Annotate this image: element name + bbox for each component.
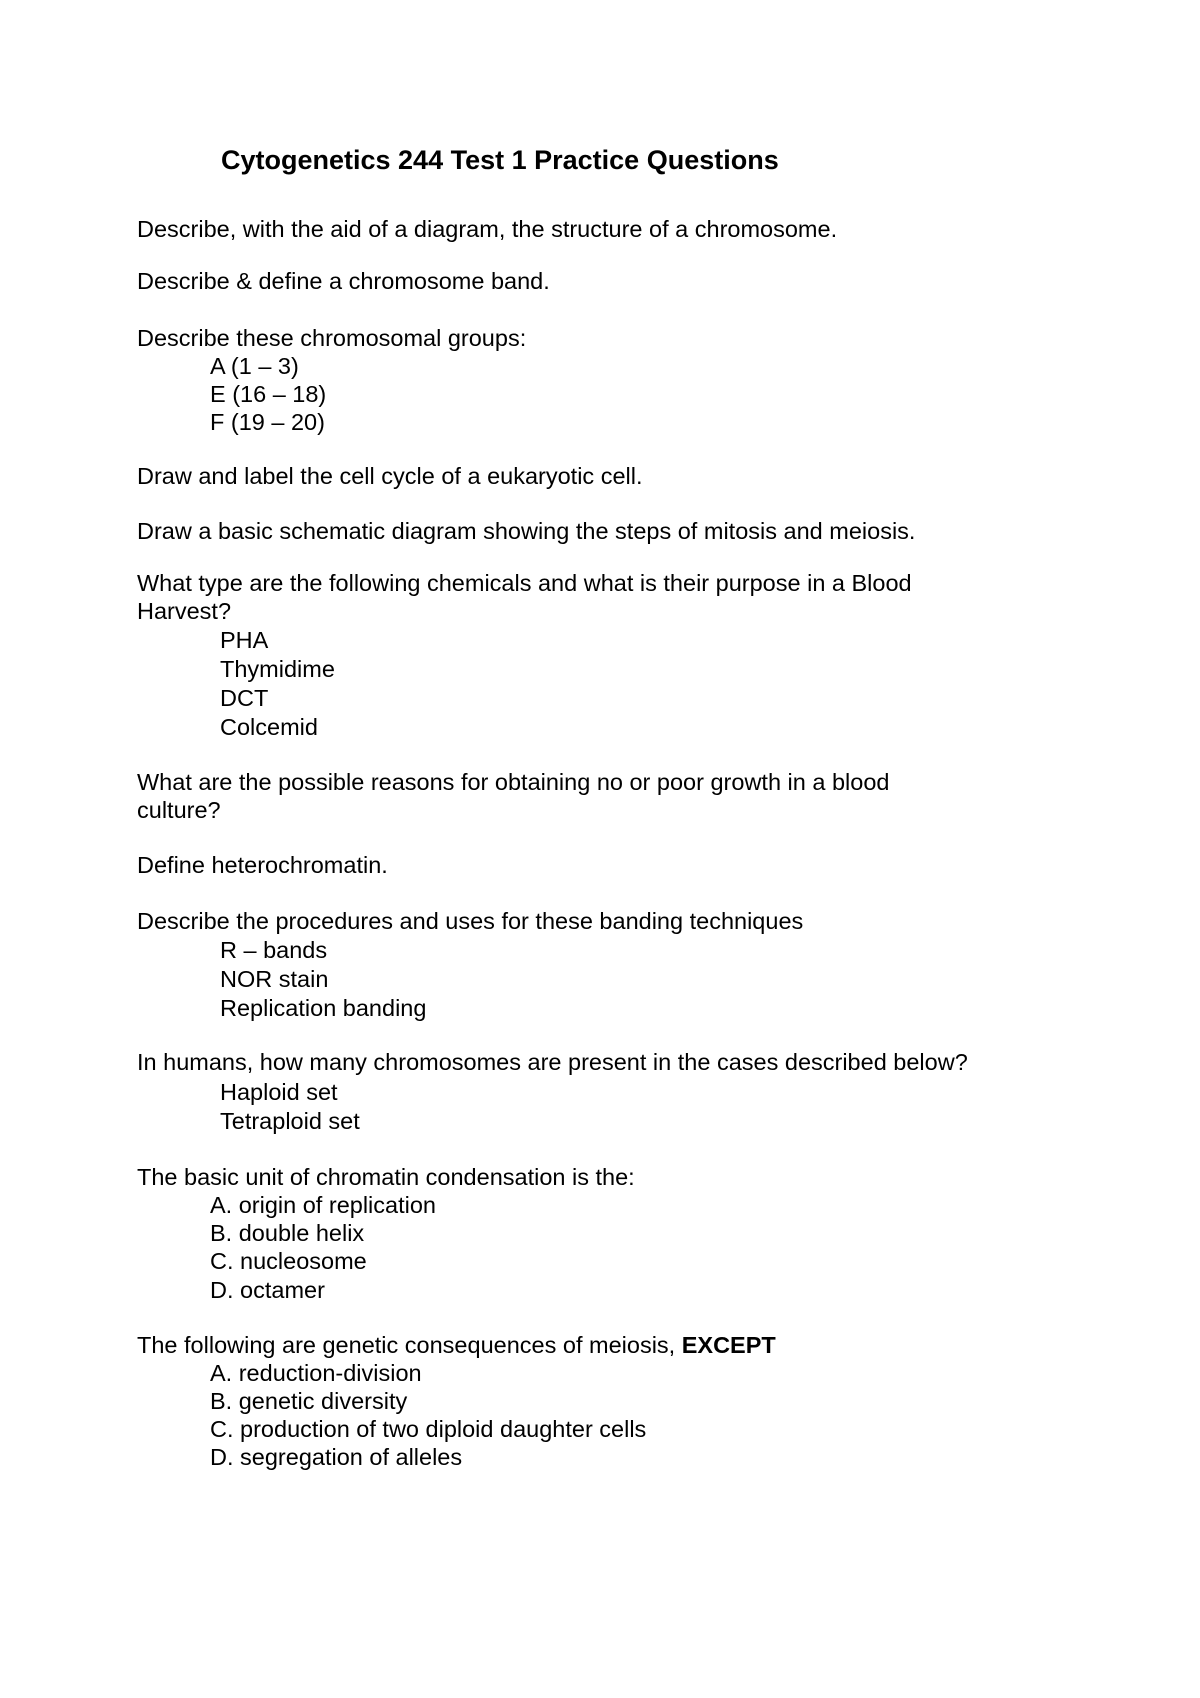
ploidy-item: Tetraploid set [220, 1108, 360, 1134]
question-chromosome-band: Describe & define a chromosome band. [137, 268, 550, 294]
question-poor-growth-line2: culture? [137, 797, 221, 823]
question-banding-techniques: Describe the procedures and uses for these banding techniques [137, 908, 804, 934]
question-cell-cycle: Draw and label the cell cycle of a eukaryotic cell. [137, 463, 643, 489]
chemical-item: Thymidime [220, 656, 335, 682]
question-mitosis-meiosis: Draw a basic schematic diagram showing the steps of mitosis and meiosis. [137, 518, 916, 544]
group-item: F (19 – 20) [210, 409, 325, 435]
question-chromosome-count: In humans, how many chromosomes are present in the cases described below? [137, 1049, 968, 1075]
banding-item: Replication banding [220, 995, 427, 1021]
mc-option: A. origin of replication [210, 1192, 436, 1218]
except-emphasis: EXCEPT [681, 1332, 776, 1358]
mc-option: B. genetic diversity [210, 1388, 408, 1414]
question-meiosis-consequences [137, 1331, 776, 1359]
question-chromosomal-groups: Describe these chromosomal groups: [137, 325, 527, 351]
question-heterochromatin: Define heterochromatin. [137, 852, 388, 878]
question-chromosome-structure: Describe, with the aid of a diagram, the structure of a chromosome. [137, 216, 838, 242]
mc-option: D. segregation of alleles [210, 1444, 463, 1470]
mc-option: C. production of two diploid daughter cells [210, 1416, 647, 1442]
question-poor-growth-line1: What are the possible reasons for obtaining no or poor growth in a blood [137, 769, 890, 795]
question-blood-harvest-line2: Harvest? [137, 598, 232, 624]
question-chromatin-unit: The basic unit of chromatin condensation is the: [137, 1164, 635, 1190]
chemical-item: DCT [220, 685, 269, 711]
question-text: The following are genetic consequences of meiosis, [137, 1332, 682, 1358]
chemical-item: Colcemid [220, 714, 318, 740]
banding-item: R – bands [220, 937, 328, 963]
mc-option: D. octamer [210, 1277, 325, 1303]
question-blood-harvest-line1: What type are the following chemicals and what is their purpose in a Blood [137, 570, 912, 596]
ploidy-item: Haploid set [220, 1079, 338, 1105]
mc-option: C. nucleosome [210, 1248, 367, 1274]
page-title: Cytogenetics 244 Test 1 Practice Questions [221, 145, 779, 175]
mc-option: A. reduction-division [210, 1360, 422, 1386]
mc-option: B. double helix [210, 1220, 365, 1246]
group-item: E (16 – 18) [210, 381, 327, 407]
group-item: A (1 – 3) [210, 353, 299, 379]
banding-item: NOR stain [220, 966, 329, 992]
chemical-item: PHA [220, 627, 269, 653]
